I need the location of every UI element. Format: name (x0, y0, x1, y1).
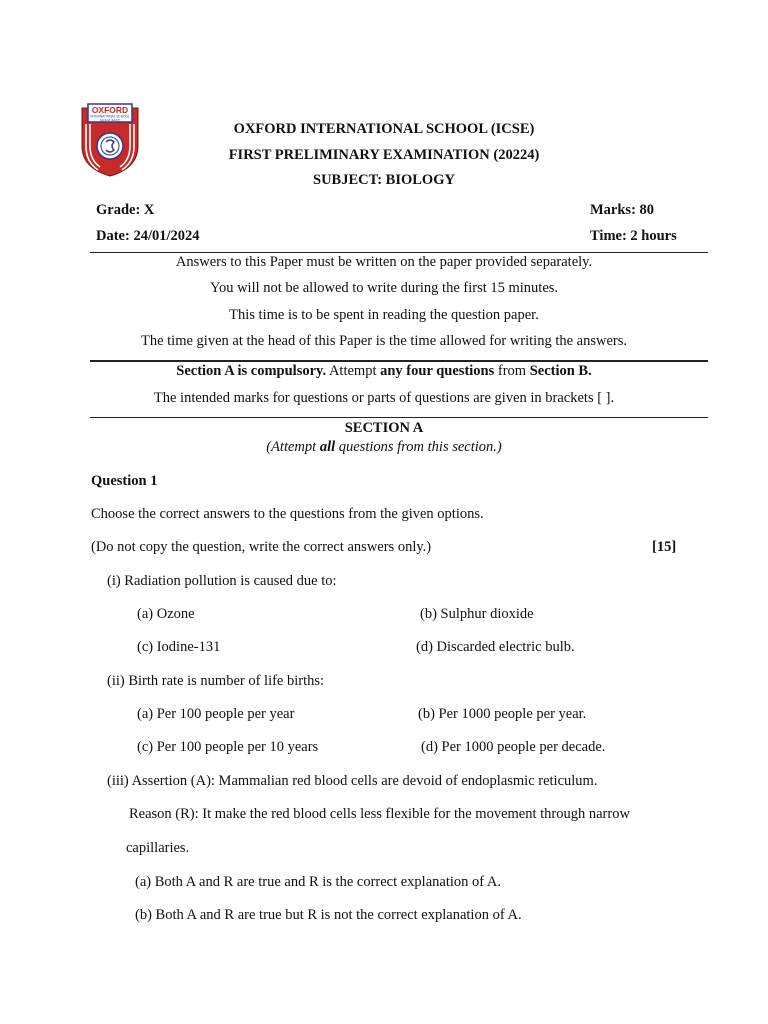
exam-title: FIRST PRELIMINARY EXAMINATION (20224) (228, 147, 540, 163)
option: (b) Both A and R are true but R is not the correct explanation of A. (135, 907, 522, 923)
question-title: Question 1 (91, 473, 158, 489)
reason: Reason (R): It make the red blood cells less flexible for the movement through narrow (129, 806, 630, 822)
school-name: OXFORD INTERNATIONAL SCHOOL (ICSE) (233, 121, 535, 137)
time-label: Time: 2 hours (590, 228, 677, 244)
sub-question: (i) Radiation pollution is caused due to: (107, 573, 337, 589)
instruction-line: The time given at the head of this Paper is the time allowed for writing the answers. (140, 333, 628, 349)
option: (a) Both A and R are true and R is the correct explanation of A. (135, 874, 502, 890)
marks-label: Marks: 80 (590, 202, 655, 218)
svg-text:INTERNATIONAL SCHOOL: INTERNATIONAL SCHOOL (90, 114, 130, 119)
section-title: SECTION A (344, 420, 424, 436)
instruction-line: Answers to this Paper must be written on the paper provided separately. (175, 254, 593, 270)
option: (b) Per 1000 people per year. (418, 706, 587, 722)
option: (a) Ozone (137, 606, 195, 622)
section-note: (Attempt all questions from this section.) (266, 439, 502, 455)
date-label: Date: 24/01/2024 (96, 228, 200, 244)
option: (c) Per 100 people per 10 years (137, 739, 319, 755)
sub-question: (iii) Assertion (A): Mammalian red blood cells are devoid of endoplasmic reticulum. (107, 773, 598, 789)
svg-text:OXFORD: OXFORD (91, 105, 129, 115)
question-instruction: Choose the correct answers to the questions from the given options. (91, 506, 484, 522)
instruction-line: This time is to be spent in reading the question paper. (229, 307, 539, 323)
question-note: (Do not copy the question, write the correct answers only.) (91, 539, 432, 555)
marks-note: The intended marks for questions or parts of questions are given in brackets [ ]. (153, 390, 615, 406)
sub-question: (ii) Birth rate is number of life births: (107, 673, 325, 689)
option: (a) Per 100 people per year (137, 706, 295, 722)
svg-text:SANGVI (EAST): SANGVI (EAST) (99, 118, 121, 122)
reason: capillaries. (126, 840, 190, 856)
divider (90, 360, 708, 362)
subject-title: SUBJECT: BIOLOGY (313, 172, 455, 188)
divider (90, 417, 708, 418)
divider (90, 252, 708, 253)
section-rules: Section A is compulsory. Attempt any four questions from Section B. (176, 363, 592, 379)
option: (c) Iodine-131 (137, 639, 221, 655)
question-marks: [15] (652, 539, 677, 555)
option: (b) Sulphur dioxide (420, 606, 534, 622)
option: (d) Per 1000 people per decade. (421, 739, 606, 755)
option: (d) Discarded electric bulb. (416, 639, 575, 655)
instruction-line: You will not be allowed to write during the first 15 minutes. (209, 280, 559, 296)
grade-label: Grade: X (96, 202, 155, 218)
school-logo (78, 102, 142, 178)
